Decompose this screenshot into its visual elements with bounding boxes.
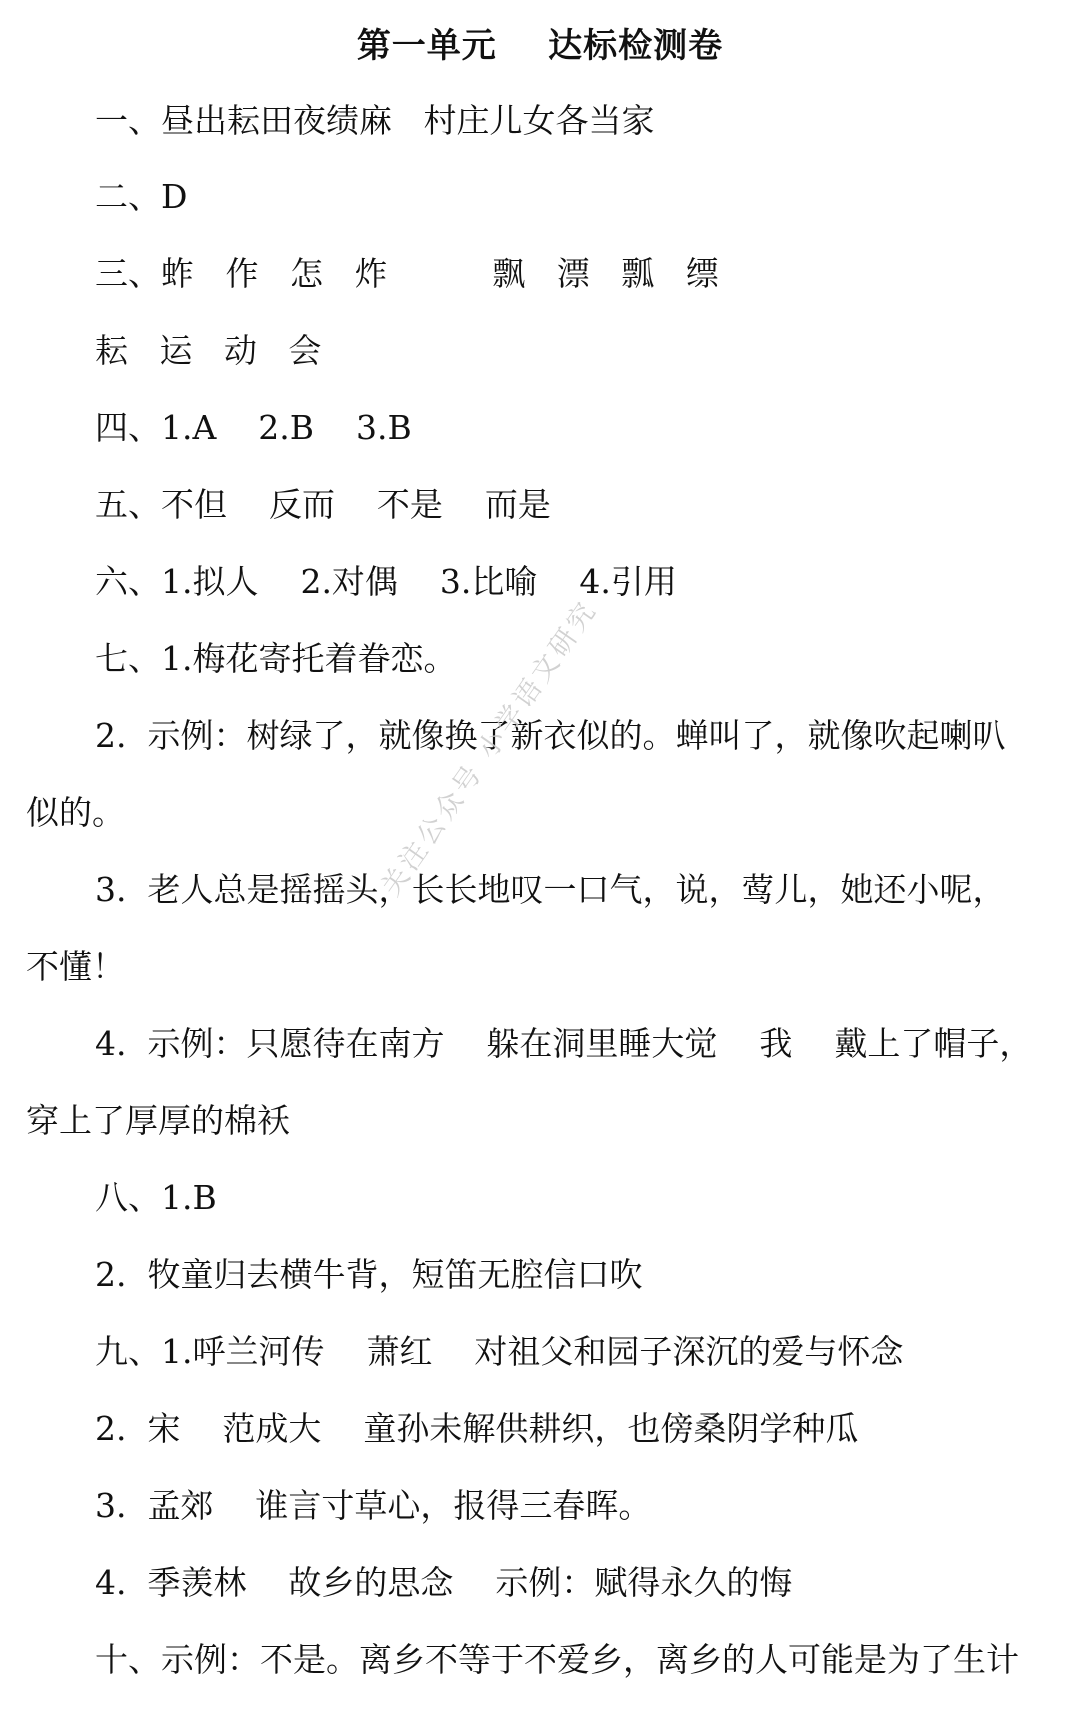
answer-line-1: 一、昼出耘田夜绩麻 村庄儿女各当家 bbox=[95, 101, 655, 140]
answer-line-9-3: 3. 孟郊 谁言寸草心，报得三春晖。 bbox=[95, 1486, 652, 1525]
answer-line-6: 六、1.拟人 2.对偶 3.比喻 4.引用 bbox=[95, 562, 677, 601]
answer-line-7-1: 七、1.梅花寄托着眷恋。 bbox=[95, 639, 457, 678]
answer-line-7-2: 2. 示例：树绿了，就像换了新衣似的。蝉叫了，就像吹起喇叭 bbox=[95, 716, 1006, 755]
answer-line-7-4-cont: 穿上了厚厚的棉袄 bbox=[26, 1101, 290, 1140]
answer-line-5: 五、不但 反而 不是 而是 bbox=[95, 485, 551, 524]
page-title: 第一单元 达标检测卷 bbox=[356, 26, 724, 66]
answer-line-3-cont: 耘 运 动 会 bbox=[95, 331, 322, 370]
watermark-text: 关注公众号 小学语文研究 bbox=[375, 594, 604, 902]
answer-line-9-1: 九、1.呼兰河传 萧红 对祖父和园子深沉的爱与怀念 bbox=[95, 1332, 904, 1371]
answer-line-9-4: 4. 季羡林 故乡的思念 示例：赋得永久的悔 bbox=[95, 1563, 793, 1602]
answer-line-2: 二、D bbox=[95, 177, 188, 216]
answer-line-7-3-cont: 不懂！ bbox=[26, 947, 125, 986]
answer-line-8-1: 八、1.B bbox=[95, 1178, 217, 1217]
answer-line-7-4: 4. 示例：只愿待在南方 躲在洞里睡大觉 我 戴上了帽子， bbox=[95, 1024, 1033, 1063]
answer-line-7-2-cont: 似的。 bbox=[26, 793, 125, 832]
answer-line-8-2: 2. 牧童归去横牛背，短笛无腔信口吹 bbox=[95, 1255, 643, 1294]
answer-line-4: 四、1.A 2.B 3.B bbox=[95, 408, 412, 447]
answer-line-7-3: 3. 老人总是摇摇头，长长地叹一口气，说，莺儿，她还小呢， bbox=[95, 870, 1006, 909]
answer-line-3: 三、蚱 作 怎 炸 飘 漂 瓢 缥 bbox=[95, 254, 719, 293]
answer-line-10: 十、示例：不是。离乡不等于不爱乡，离乡的人可能是为了生计 bbox=[95, 1640, 1019, 1679]
answer-line-9-2: 2. 宋 范成大 童孙未解供耕织，也傍桑阴学种瓜 bbox=[95, 1409, 859, 1448]
